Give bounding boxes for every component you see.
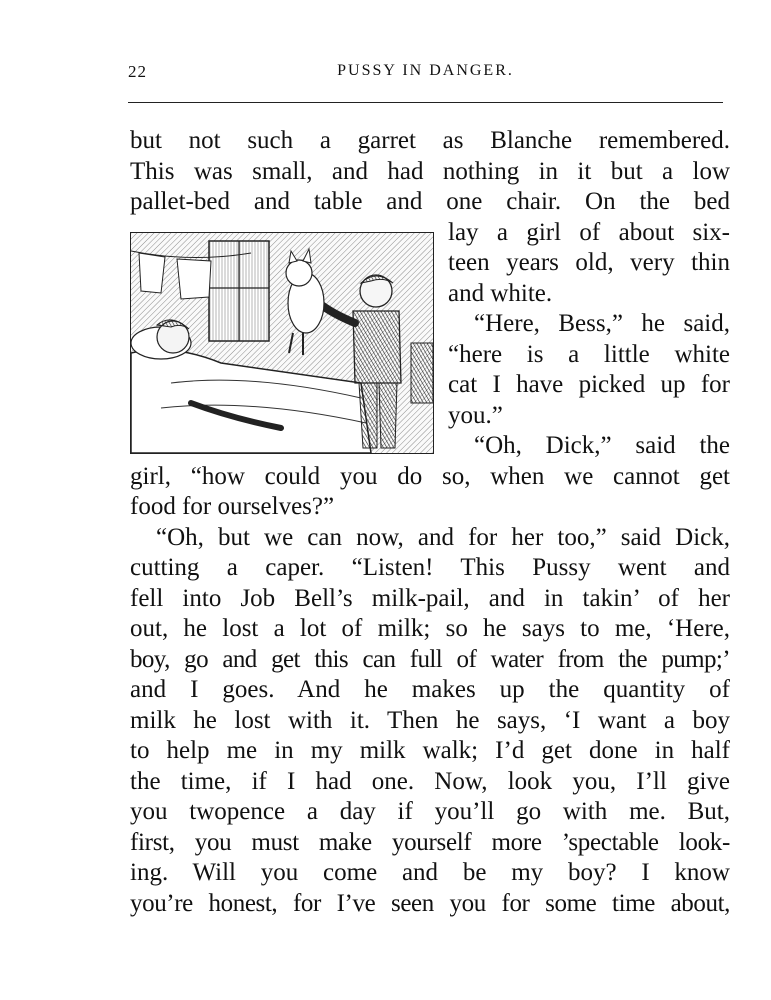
- text-line: you’re honest, for I’ve seen you for some time about,: [130, 889, 730, 917]
- text-line: teen years old, very thin: [448, 249, 730, 276]
- text-line: food for ourselves?”: [130, 493, 335, 520]
- text-line: cutting a caper. “Listen! This Pussy went and: [130, 554, 730, 581]
- text-line: “Oh, but we can now, and for her too,” said Dick,: [156, 523, 730, 551]
- body-text: [130, 126, 730, 919]
- text-line: milk he lost with it. Then he says, ‘I want a boy: [130, 706, 730, 734]
- page-header: [128, 62, 723, 86]
- text-line: but not such a garret as Blanche remembered.: [130, 127, 730, 154]
- text-line: “here is a little white: [448, 340, 730, 368]
- text-line: and white.: [448, 279, 553, 307]
- text-line: “Here, Bess,” he said,: [474, 310, 730, 337]
- text-line: first, you must make yourself more ’spectable look-: [130, 828, 730, 856]
- text-line: you twopence a day if you’ll go with me. But,: [130, 798, 730, 825]
- text-line: boy, go and get this can full of water from the pump;’: [130, 645, 730, 673]
- text-line: cat I have picked up for: [448, 371, 730, 398]
- text-line: out, he lost a lot of milk; so he says to me, ‘Here,: [130, 615, 730, 642]
- text-line: fell into Job Bell’s milk-pail, and in takin’ of her: [130, 584, 730, 612]
- text-line: This was small, and had nothing in it but a low: [130, 157, 730, 185]
- text-line: and I goes. And he makes up the quantity of: [130, 676, 730, 703]
- text-line: lay a girl of about six-: [448, 218, 730, 246]
- header-rule: [128, 102, 723, 103]
- running-title: PUSSY IN DANGER.: [337, 62, 514, 79]
- text-line: ing. Will you come and be my boy? I know: [130, 859, 730, 886]
- text-line: to help me in my milk walk; I’d get done in half: [130, 737, 730, 764]
- text-line: “Oh, Dick,” said the: [474, 432, 730, 459]
- page-number: 22: [128, 62, 147, 81]
- text-line: you.”: [448, 401, 503, 429]
- text-line: girl, “how could you do so, when we cannot get: [130, 462, 730, 490]
- text-line: the time, if I had one. Now, look you, I’ll give: [130, 767, 730, 795]
- text-line: pallet-bed and table and one chair. On the bed: [130, 188, 730, 215]
